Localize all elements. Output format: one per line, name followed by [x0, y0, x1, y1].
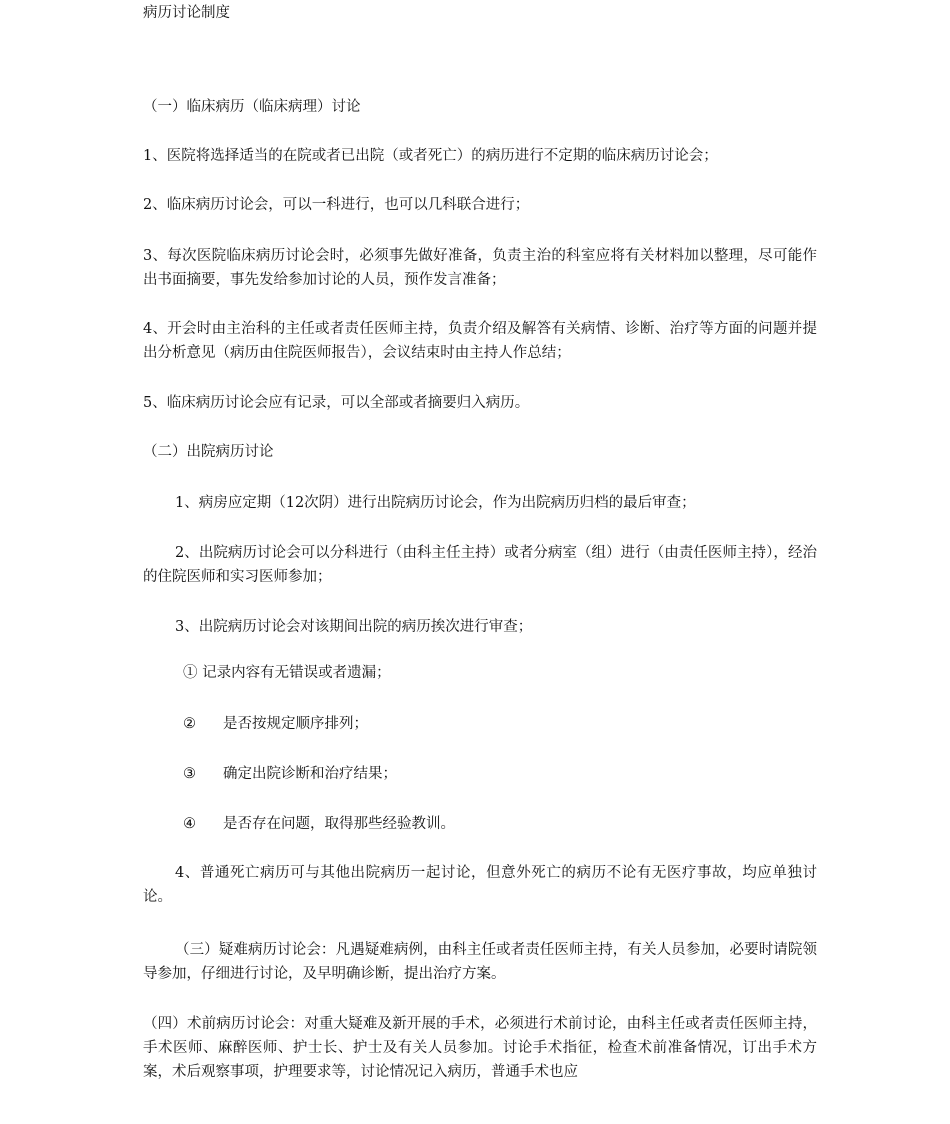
- section-2-paragraph-1: 1、病房应定期（12次阴）进行出院病历讨论会，作为出院病历归档的最后审查；: [175, 495, 696, 511]
- section-2-paragraph-4: 4、普通死亡病历可与其他出院病历一起讨论，但意外死亡的病历不论有无医疗事故，均应单独讨论。: [143, 865, 817, 905]
- section-1-paragraph-2: 2、临床病历讨论会，可以一科进行，也可以几科联合进行；: [143, 197, 530, 213]
- section-1-heading: （一）临床病历（临床病理）讨论: [143, 99, 361, 115]
- review-item-text: 确定出院诊断和治疗结果；: [223, 766, 397, 782]
- section-1-paragraph-5: 5、临床病历讨论会应有记录，可以全部或者摘要归入病历。: [143, 395, 530, 411]
- section-2-paragraph-3: 3、出院病历讨论会对该期间出院的病历挨次进行审查；: [175, 619, 533, 635]
- review-item-number: ④: [183, 816, 196, 832]
- review-item-text: 记录内容有无错误或者遗漏；: [202, 665, 391, 681]
- section-1-paragraph-4: 4、开会时由主治科的主任或者责任医师主持，负责介绍及解答有关病情、诊断、治疗等方面的问题并提出分析意见（病历由住院医师报告），会议结束时由主持人作总结；: [143, 321, 817, 361]
- document-title: 病历讨论制度: [143, 5, 230, 21]
- review-item-2: [183, 712, 368, 736]
- review-item-4: [183, 812, 455, 836]
- review-item-text: 是否按规定顺序排列；: [223, 716, 368, 732]
- review-item-number: ①: [183, 665, 198, 681]
- section-3-paragraph: （三）疑难病历讨论会：凡遇疑难病例，由科主任或者责任医师主持，有关人员参加，必要时请院领导参加，仔细进行讨论，及早明确诊断，提出治疗方案。: [143, 942, 817, 982]
- review-item-3: [183, 762, 397, 786]
- review-item-text: 是否存在问题，取得那些经验教训。: [223, 816, 455, 832]
- section-2-paragraph-2: 2、出院病历讨论会可以分科进行（由科主任主持）或者分病室（组）进行（由责任医师主持），经治的住院医师和实习医师参加；: [143, 545, 817, 585]
- section-1-paragraph-3: 3、每次医院临床病历讨论会时，必须事先做好准备，负责主治的科室应将有关材料加以整理，尽可能作出书面摘要，事先发给参加讨论的人员，预作发言准备；: [143, 248, 817, 288]
- section-1-paragraph-1: 1、医院将选择适当的在院或者已出院（或者死亡）的病历进行不定期的临床病历讨论会；: [143, 148, 718, 164]
- section-4-paragraph: （四）术前病历讨论会：对重大疑难及新开展的手术，必须进行术前讨论，由科主任或者责任医师主持，手术医师、麻醉医师、护士长、护士及有关人员参加。讨论手术指征，检查术前准备情况，订出手术方案，术后观察事项，护理要求等，讨论情况记入病历，普通手术也应: [143, 1016, 817, 1080]
- review-item-number: ③: [183, 766, 196, 782]
- review-item-1: [183, 661, 391, 685]
- review-item-number: ②: [183, 716, 196, 732]
- section-2-heading: （二）出院病历讨论: [143, 444, 274, 460]
